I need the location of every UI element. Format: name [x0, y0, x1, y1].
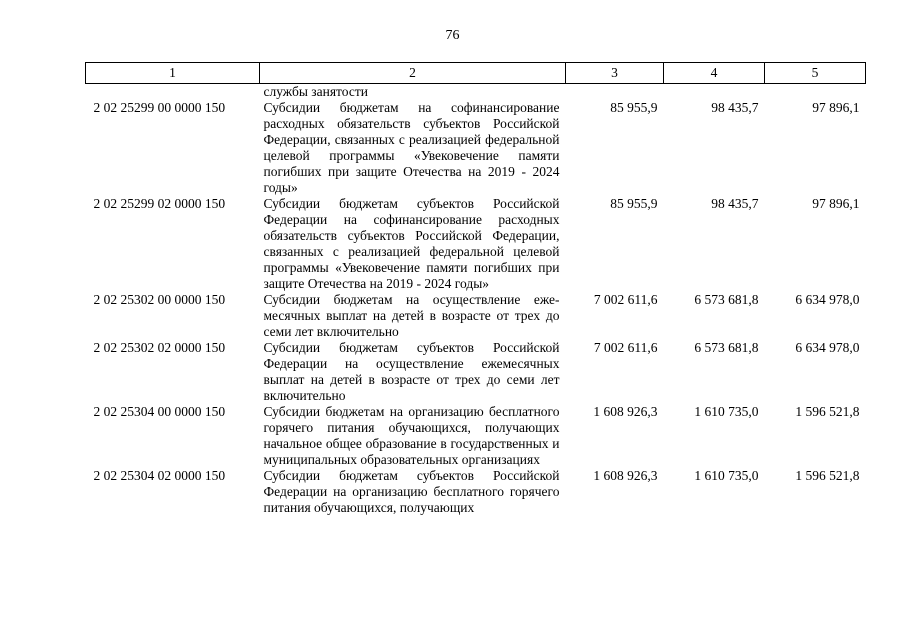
- header-col-3: 3: [566, 63, 664, 84]
- budget-code: 2 02 25299 02 0000 150: [93, 196, 226, 211]
- table-row: [86, 340, 866, 404]
- table-row: [86, 468, 866, 516]
- budget-code: 2 02 25304 02 0000 150: [93, 468, 226, 483]
- continuation-text: службы занятости: [263, 84, 368, 99]
- table-row: [86, 292, 866, 340]
- value-col-3: 85 955,9: [610, 196, 658, 211]
- continuation-code-cell: [86, 84, 260, 101]
- value-col-4: 6 573 681,8: [694, 340, 759, 355]
- value-col-4: 6 573 681,8: [694, 292, 759, 307]
- continuation-empty-3: [566, 84, 664, 101]
- continuation-row: [86, 84, 866, 101]
- row-description: Субсидии бюджетам субъектов Российской Федерации на организацию бесплатного горячего питания обучающихся, получающих: [263, 468, 560, 515]
- value-col-5: 97 896,1: [812, 196, 860, 211]
- header-col-1: 1: [86, 63, 260, 84]
- value-col-3: 1 608 926,3: [593, 404, 658, 419]
- value-col-3: 1 608 926,3: [593, 468, 658, 483]
- value-col-5: 1 596 521,8: [795, 404, 860, 419]
- value-col-5: 97 896,1: [812, 100, 860, 115]
- value-col-3: 7 002 611,6: [593, 340, 658, 355]
- budget-code: 2 02 25304 00 0000 150: [93, 404, 226, 419]
- header-col-2: 2: [260, 63, 566, 84]
- table-row: [86, 404, 866, 468]
- value-col-4: 98 435,7: [711, 196, 759, 211]
- value-col-4: 98 435,7: [711, 100, 759, 115]
- budget-code: 2 02 25302 00 0000 150: [93, 292, 226, 307]
- header-col-5: 5: [765, 63, 866, 84]
- row-description: Субсидии бюджетам субъектов Российской Федерации на софинансирование расходных обязательств субъектов Российской Федерации, связанных с реализацией федеральной целевой программы «Увековечение памяти погибших при защите Отечества на 2019 - 2024 годы»: [263, 196, 560, 291]
- value-col-3: 85 955,9: [610, 100, 658, 115]
- value-col-4: 1 610 735,0: [694, 468, 759, 483]
- value-col-5: 6 634 978,0: [795, 340, 860, 355]
- continuation-empty-4: [664, 84, 765, 101]
- table-header: [86, 63, 866, 84]
- value-col-3: 7 002 611,6: [593, 292, 658, 307]
- budget-code: 2 02 25302 02 0000 150: [93, 340, 226, 355]
- value-col-5: 1 596 521,8: [795, 468, 860, 483]
- header-row: [86, 63, 866, 84]
- table-row: [86, 196, 866, 292]
- row-description: Субсидии бюджетам на осуществление ежемесячных выплат на детей в возрасте от трех до семи лет включительно: [263, 292, 560, 339]
- budget-table: [85, 62, 866, 516]
- row-description: Субсидии бюджетам субъектов Российской Федерации на осуществление ежемесячных выплат на детей в возрасте от трех до семи лет включительно: [263, 340, 560, 403]
- table-row: [86, 100, 866, 196]
- row-description: Субсидии бюджетам на организацию бесплатного горячего питания обучающихся, получающих начальное общее образование в государственных и муниципальных образовательных организациях: [263, 404, 560, 467]
- budget-code: 2 02 25299 00 0000 150: [93, 100, 226, 115]
- value-col-4: 1 610 735,0: [694, 404, 759, 419]
- table-body: [86, 84, 866, 517]
- header-col-4: 4: [664, 63, 765, 84]
- page-number: 76: [445, 28, 460, 43]
- continuation-empty-5: [765, 84, 866, 101]
- value-col-5: 6 634 978,0: [795, 292, 860, 307]
- row-description: Субсидии бюджетам на софинансирование расходных обязательств субъектов Российской Федерации, связанных с реализацией федеральной целевой программы «Увековечение памяти погибших при защите Отечества на 2019 - 2024 годы»: [263, 100, 560, 195]
